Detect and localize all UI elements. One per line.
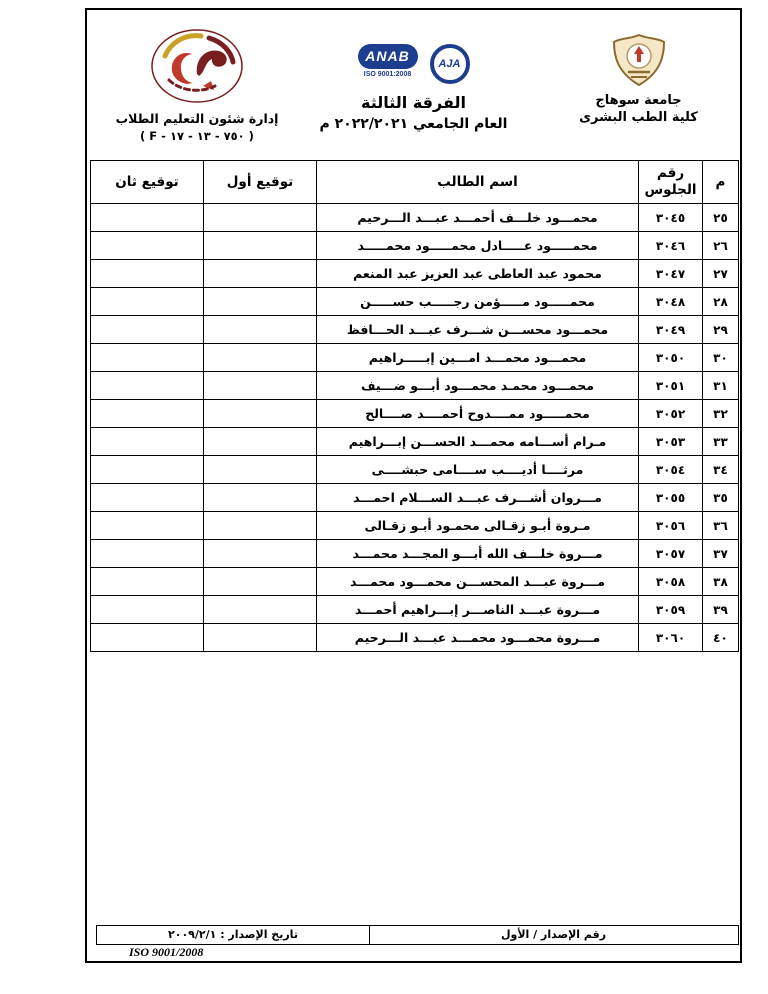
- student-name-cell: محمـــــود ممــــدوح أحمــــد صــــالح: [317, 400, 639, 428]
- first-signature-cell: [204, 512, 317, 540]
- university-emblem-icon: [609, 34, 669, 86]
- second-signature-cell: [91, 456, 204, 484]
- serial-column-header: م: [703, 161, 739, 204]
- seat-number-cell: ٣٠٥١: [639, 372, 703, 400]
- student-name-cell: محمـــــود مـــــؤمن رجـــــب حســـــن: [317, 288, 639, 316]
- seat-number-cell: ٣٠٥٠: [639, 344, 703, 372]
- student-row: [91, 568, 739, 596]
- second-signature-cell: [91, 596, 204, 624]
- serial-cell: ٢٥: [703, 204, 739, 232]
- page-border-frame: [85, 8, 742, 963]
- student-row: [91, 512, 739, 540]
- title-header-block: [289, 44, 539, 132]
- student-row: [91, 204, 739, 232]
- first-signature-cell: [204, 456, 317, 484]
- seat-number-cell: ٣٠٤٧: [639, 260, 703, 288]
- seat-number-column-header: رقم الجلوس: [639, 161, 703, 204]
- first-signature-cell: [204, 204, 317, 232]
- seat-number-cell: ٣٠٤٩: [639, 316, 703, 344]
- iso-standard-note: ISO 9001/2008: [129, 945, 204, 959]
- second-signature-cell: [91, 372, 204, 400]
- certification-logos: [289, 44, 539, 84]
- serial-cell: ٢٦: [703, 232, 739, 260]
- student-name-cell: مـــروة عبـــد الناصـــر إبـــراهيم أحمـــد: [317, 596, 639, 624]
- student-name-cell: مرثــــا أديــــب ســــامى حبشــــى: [317, 456, 639, 484]
- seat-number-cell: ٣٠٥٣: [639, 428, 703, 456]
- student-row: [91, 428, 739, 456]
- second-signature-cell: [91, 540, 204, 568]
- student-name-cell: مـروة أبـو زقـالى محمـود أبـو زقـالى: [317, 512, 639, 540]
- student-row: [91, 540, 739, 568]
- serial-cell: ٣٢: [703, 400, 739, 428]
- second-signature-cell: [91, 428, 204, 456]
- first-signature-cell: [204, 316, 317, 344]
- anab-logo-icon: [358, 44, 418, 78]
- students-table-body: [91, 204, 739, 652]
- issue-date-box: تاريخ الإصدار : ٢٠٠٩/٢/١: [96, 925, 370, 945]
- student-row: [91, 400, 739, 428]
- student-row: [91, 316, 739, 344]
- student-row: [91, 372, 739, 400]
- seat-number-cell: ٣٠٤٥: [639, 204, 703, 232]
- seat-number-cell: ٣٠٥٨: [639, 568, 703, 596]
- second-signature-cell: [91, 260, 204, 288]
- serial-cell: ٣٨: [703, 568, 739, 596]
- student-row: [91, 344, 739, 372]
- university-header-block: [541, 34, 736, 125]
- serial-cell: ٢٧: [703, 260, 739, 288]
- student-name-cell: محمـــود محمـد محمـــود أبـــو ضـــيف: [317, 372, 639, 400]
- issue-number-box: رقم الإصدار / الأول: [368, 925, 739, 945]
- student-row: [91, 456, 739, 484]
- student-row: [91, 288, 739, 316]
- first-signature-cell: [204, 288, 317, 316]
- first-signature-cell: [204, 568, 317, 596]
- serial-cell: ٣٠: [703, 344, 739, 372]
- seat-number-cell: ٣٠٤٨: [639, 288, 703, 316]
- students-affairs-logo-icon: [149, 28, 245, 104]
- serial-cell: ٣٥: [703, 484, 739, 512]
- student-name-cell: محمـــود خلـــف أحمـــد عبـــد الـــرحيم: [317, 204, 639, 232]
- student-row: [91, 232, 739, 260]
- serial-cell: ٢٨: [703, 288, 739, 316]
- student-name-cell: محمود عبد العاطى عبد العزيز عبد المنعم: [317, 260, 639, 288]
- academic-year: العام الجامعي ٢٠٢٢/٢٠٢١ م: [319, 116, 508, 132]
- serial-cell: ٤٠: [703, 624, 739, 652]
- grade-title: الفرقة الثالثة: [361, 93, 466, 112]
- second-signature-cell: [91, 344, 204, 372]
- first-signature-column-header: توقيع أول: [204, 161, 317, 204]
- serial-cell: ٣٦: [703, 512, 739, 540]
- first-signature-cell: [204, 400, 317, 428]
- seat-number-cell: ٣٠٥٤: [639, 456, 703, 484]
- student-name-cell: مـــروة محمـــود محمـــد عبـــد الـــرحيم: [317, 624, 639, 652]
- second-signature-cell: [91, 400, 204, 428]
- first-signature-cell: [204, 344, 317, 372]
- second-signature-column-header: توقيع ثان: [91, 161, 204, 204]
- student-row: [91, 484, 739, 512]
- student-name-cell: محمـــود محمـــد امـــين إبـــــراهيم: [317, 344, 639, 372]
- anab-label: ANAB: [358, 44, 418, 69]
- anab-iso-label: ISO 9001:2008: [363, 71, 412, 78]
- seat-number-cell: ٣٠٥٥: [639, 484, 703, 512]
- serial-cell: ٣١: [703, 372, 739, 400]
- student-name-cell: محمـــود محســـن شـــرف عبـــد الحـــافظ: [317, 316, 639, 344]
- second-signature-cell: [91, 512, 204, 540]
- seat-number-cell: ٣٠٦٠: [639, 624, 703, 652]
- first-signature-cell: [204, 372, 317, 400]
- second-signature-cell: [91, 232, 204, 260]
- student-name-cell: مـــروان أشـــرف عبـــد الســـلام احمـــد: [317, 484, 639, 512]
- first-signature-cell: [204, 232, 317, 260]
- serial-cell: ٣٩: [703, 596, 739, 624]
- second-signature-cell: [91, 624, 204, 652]
- table-header-row: [91, 161, 739, 204]
- serial-cell: ٢٩: [703, 316, 739, 344]
- first-signature-cell: [204, 260, 317, 288]
- student-row: [91, 260, 739, 288]
- serial-cell: ٣٧: [703, 540, 739, 568]
- student-row: [91, 624, 739, 652]
- seat-number-cell: ٣٠٥٧: [639, 540, 703, 568]
- first-signature-cell: [204, 540, 317, 568]
- student-row: [91, 596, 739, 624]
- second-signature-cell: [91, 568, 204, 596]
- first-signature-cell: [204, 624, 317, 652]
- aja-label: AJA: [438, 58, 461, 70]
- second-signature-cell: [91, 484, 204, 512]
- student-name-column-header: اسم الطالب: [317, 161, 639, 204]
- serial-cell: ٣٣: [703, 428, 739, 456]
- second-signature-cell: [91, 204, 204, 232]
- second-signature-cell: [91, 316, 204, 344]
- seat-number-cell: ٣٠٥٩: [639, 596, 703, 624]
- second-signature-cell: [91, 288, 204, 316]
- aja-logo-icon: [430, 44, 470, 84]
- serial-cell: ٣٤: [703, 456, 739, 484]
- students-table: [90, 160, 739, 652]
- student-name-cell: مـــروة عبـــد المحســـن محمـــود محمـــد: [317, 568, 639, 596]
- student-name-cell: مـرام أســـامه محمـــد الحســـن إبـــراهيم: [317, 428, 639, 456]
- form-code: ( F - ٧٥٠ - ١٣ - ١٧ ): [140, 129, 254, 143]
- department-header-block: [93, 28, 301, 143]
- seat-number-cell: ٣٠٥٢: [639, 400, 703, 428]
- first-signature-cell: [204, 596, 317, 624]
- student-name-cell: مـــروة خلـــف الله أبـــو المجـــد محمـــد: [317, 540, 639, 568]
- university-name: جامعة سوهاج: [595, 93, 682, 108]
- first-signature-cell: [204, 484, 317, 512]
- seat-number-cell: ٣٠٥٦: [639, 512, 703, 540]
- first-signature-cell: [204, 428, 317, 456]
- student-name-cell: محمـــــود عـــــادل محمـــــود محمـــــد: [317, 232, 639, 260]
- faculty-name: كلية الطب البشرى: [579, 110, 698, 125]
- seat-number-cell: ٣٠٤٦: [639, 232, 703, 260]
- department-name: إدارة شئون التعليم الطلاب: [115, 111, 279, 126]
